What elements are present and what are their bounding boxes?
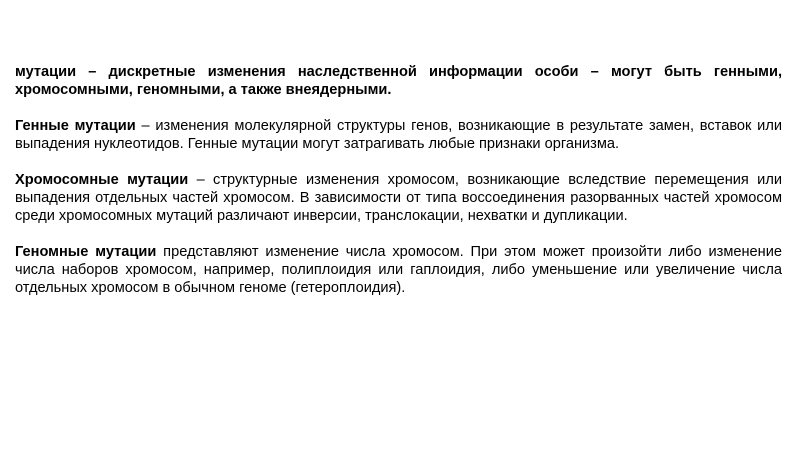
term-genomic-mutations: Геномные мутации [15,244,157,260]
paragraph-gene-mutations [15,117,782,153]
definition-gene-mutations: – изменения молекулярной структуры генов, возникающие в результате замен, вставок или выпадения нуклеотидов. Генные мутации могут затрагивать любые признаки организма. [15,118,782,152]
definition-genomic-mutations: представляют изменение числа хромосом. При этом может произойти либо изменение числа наборов хромосом, например, полиплоидия или гаплоидия, либо уменьшение или увеличение числа отдельных хромосом в обычном геноме (гетероплоидия). [15,244,782,296]
term-chromosomal-mutations: Хромосомные мутации [15,172,189,188]
intro-paragraph: мутации – дискретные изменения наследственной информации особи – могут быть генными, хромосомными, геномными, а также внеядерными. [15,64,782,98]
definition-chromosomal-mutations: – структурные изменения хромосом, возникающие вследствие перемещения или выпадения отдельных частей хромосом. В зависимости от типа воссоединения разорванных частей хромосом среди хромосомных мутаций различают инверсии, транслокации, нехватки и дупликации. [15,172,783,224]
term-gene-mutations: Генные мутации [15,118,136,134]
paragraph-chromosomal-mutations [15,171,782,225]
slide-text-body [15,63,782,315]
paragraph-genomic-mutations [15,243,782,297]
